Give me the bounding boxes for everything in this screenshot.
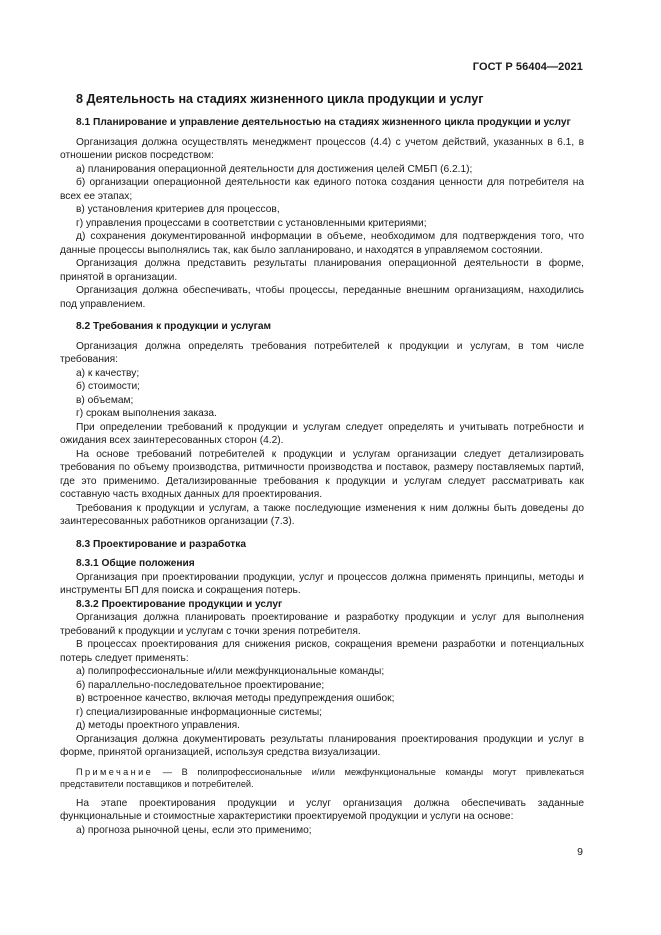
paragraph: Организация должна определять требования потребителей к продукции и услугам, в том числе требования:: [60, 340, 584, 365]
document-content: [60, 90, 584, 837]
standard-code: ГОСТ Р 56404—2021: [472, 61, 583, 73]
list-item: а) планирования операционной деятельности для достижения целей СМБП (6.2.1);: [76, 163, 473, 175]
note-label: Примечание: [76, 766, 154, 777]
list-item: а) к качеству;: [76, 367, 140, 379]
list-item: г) специализированные информационные системы;: [76, 706, 322, 718]
section-8-2-title: 8.2 Требования к продукции и услугам: [76, 321, 272, 332]
paragraph: Организация при проектировании продукции, услуг и процессов должна применять принципы, методы и инструменты БП для поиска и сокращения потерь.: [60, 571, 584, 596]
list-item: в) установления критериев для процессов,: [76, 204, 280, 215]
list-item: а) прогноза рыночной цены, если это применимо;: [76, 824, 312, 836]
list-item: г) срокам выполнения заказа.: [76, 408, 217, 419]
list-item: г) управления процессами в соответствии с установленными критериями;: [76, 217, 427, 229]
paragraph: Организация должна документировать результаты планирования проектирования продукции и услуг в форме, принятой организацией, используя средства визуализации.: [60, 733, 584, 758]
paragraph: Организация должна представить результаты планирования операционной деятельности в форме, принятой в организации.: [60, 258, 584, 283]
section-8-title: 8 Деятельность на стадиях жизненного цикла продукции и услуг: [76, 92, 484, 106]
note: [60, 766, 584, 791]
paragraph: На этапе проектирования продукции и услуг организация должна обеспечивать заданные функциональные и стоимостные характеристики проектируемой продукции и услуги на основе:: [60, 797, 584, 822]
list-item: б) стоимости;: [76, 381, 141, 392]
list-item: б) параллельно-последовательное проектирование;: [76, 679, 325, 691]
list-item: а) полипрофессиональные и/или межфункциональные команды;: [76, 666, 385, 677]
section-8-3-2-title: 8.3.2 Проектирование продукции и услуг: [76, 598, 283, 610]
list-item: д) сохранения документированной информации в объеме, необходимом для подтверждения того, что данные процессы выполнялись так, как было запланировано, и находятся в управляемом состоянии.: [60, 231, 584, 256]
note-text: — В полипрофессиональные и/или межфункциональные команды могут привлекаться представители поставщиков и потребителей.: [60, 766, 584, 789]
paragraph: При определении требований к продукции и услугам следует определять и учитывать потребности и ожидания всех заинтересованных сторон (4.2).: [60, 421, 584, 446]
list-item: д) методы проектного управления.: [76, 720, 241, 731]
paragraph: На основе требований потребителей к продукции и услугам организации следует детализировать требования по объему производства, ритмичности производства и поставок, размеру поставляемых партий, где это применимо. Детализированные требования к продукции и услугам следует рассматривать как составную часть входных данных для проектирования.: [60, 448, 584, 500]
paragraph: Требования к продукции и услугам, а также последующие изменения к ним должны быть доведены до заинтересованных работников организации (7.3).: [60, 502, 584, 527]
list-item: в) объемам;: [76, 394, 134, 406]
list-item: в) встроенное качество, включая методы предупреждения ошибок;: [76, 693, 395, 704]
paragraph: Организация должна обеспечивать, чтобы процессы, переданные внешним организациям, находились под управлением.: [60, 285, 584, 310]
list-item: б) организации операционной деятельности как единого потока создания ценности для потребителя на всех ее этапах;: [60, 177, 584, 202]
paragraph: Организация должна планировать проектирование и разработку продукции и услуг для выполнения требований к продукции и услугам с точки зрения потребителя.: [60, 612, 584, 637]
paragraph: В процессах проектирования для снижения рисков, сокращения времени разработки и потенциальных потерь следует применять:: [60, 639, 584, 664]
paragraph: Организация должна осуществлять менеджмент процессов (4.4) с учетом действий, указанных в 6.1, в отношении рисков посредством:: [60, 136, 584, 161]
section-8-1-title: 8.1 Планирование и управление деятельностью на стадиях жизненного цикла продукции и услуг: [76, 117, 571, 128]
section-8-3-1-title: 8.3.1 Общие положения: [76, 558, 195, 569]
page-number: 9: [577, 846, 583, 858]
section-8-3-title: 8.3 Проектирование и разработка: [76, 538, 247, 550]
